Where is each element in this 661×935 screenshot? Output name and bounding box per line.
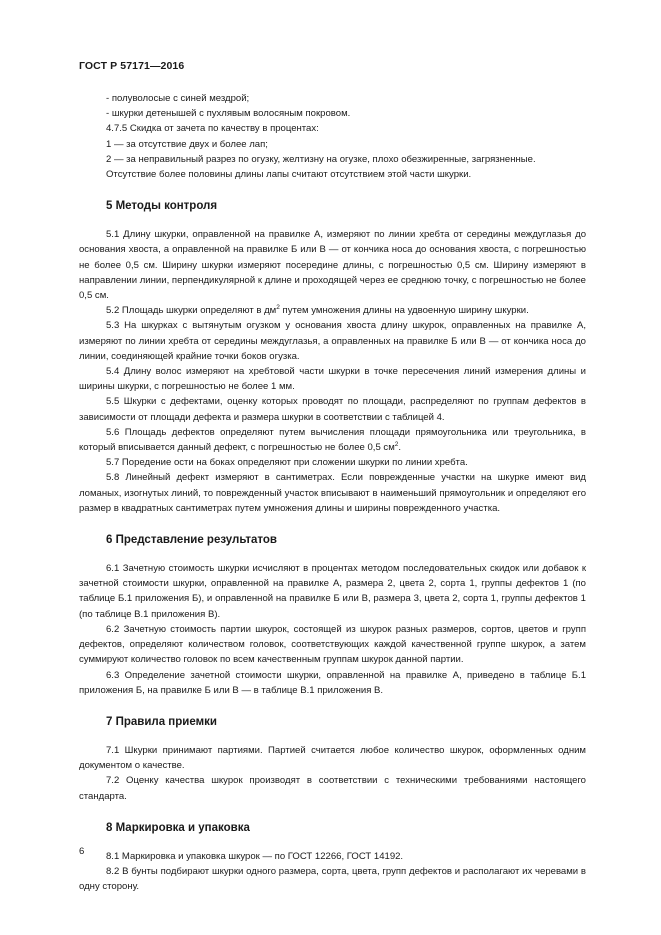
section-7-heading: 7 Правила приемки	[106, 715, 217, 728]
page-content	[79, 91, 586, 894]
clause-8-2: 8.2 В бунты подбирают шкурки одного размера, сорта, цвета, групп дефектов и располагают их черевами в одну сторону.	[79, 865, 586, 893]
clause-5-1: 5.1 Длину шкурки, оправленной на правилке А, измеряют по линии хребта от середины междуглазья до основания хвоста, а оправленной на правилке Б или В — от кончика носа до основания хвоста, с погрешностью не более 0,5 см. Ширину шкурки измеряют посередине длины, с погрешностью 0,5 см. Ширину измеряют в направлении линии, перпендикулярной к длине и проходящей через ее среднюю точку, с погрешностью не более 0,5 см.	[79, 229, 586, 302]
clause-7-1: 7.1 Шкурки принимают партиями. Партией считается любое количество шкурок, оформленных одним документом о качестве.	[79, 744, 586, 772]
clause-5-7: 5.7 Поредение ости на боках определяют при сложении шкурки по линии хребта.	[106, 457, 468, 469]
clause-5-5: 5.5 Шкурки с дефектами, оценку которых проводят по площади, распределяют по группам дефектов в зависимости от площади дефекта и размера шкурки в соответствии с таблицей 4.	[79, 396, 586, 423]
section-6-heading: 6 Представление результатов	[106, 534, 277, 547]
list-item: - шкурки детенышей с пухлявым волосяным покровом.	[106, 108, 351, 120]
clause-6-3: 6.3 Определение зачетной стоимости шкурки, оправленной на правилке А, приведено в таблице Б.1 приложения Б, на правилке Б или В — в таблице В.1 приложения В.	[79, 669, 586, 696]
section-5-heading: 5 Методы контроля	[106, 200, 218, 213]
clause-5-6: 5.6 Площадь дефектов определяют путем вычисления площади прямоугольника или треугольника, в который вписывается данный дефект, с погрешностью не более 0,5 $см^2$.	[79, 426, 586, 454]
clause-5-4: 5.4 Длину волос измеряют на хребтовой части шкурки в точке пересечения линий измерения длины и ширины шкурки, с погрешностью не более 1 мм.	[79, 366, 586, 393]
clause-5-8: 5.8 Линейный дефект измеряют в сантиметрах. Если поврежденные участки на шкурке имеют вид ломаных, изогнутых линий, то поврежденный участок вписывают в наименьший прямоугольник и определяют его размер в квадратных сантиметрах путем умножения длины и ширины поврежденного участка.	[79, 472, 586, 514]
clause-6-1: 6.1 Зачетную стоимость шкурки исчисляют в процентах методом последовательных скидок или добавок к зачетной стоимости шкурки, оправленной на правилке А, размера 2, цвета 2, сорта 1, группы дефектов 1 (по таблице Б.1 приложения Б), и оправленной на правилке Б или В, размера 3, цвета 2, сорта 1, группы дефектов 1 (по таблице В.1 приложения В).	[79, 563, 586, 620]
list-item: 2 — за неправильный разрез по огузку, желтизну на огузке, плохо обезжиренные, загрязненные.	[106, 153, 536, 165]
clause-6-2: 6.2 Зачетную стоимость партии шкурок, состоящей из шкурок разных размеров, сортов, цветов и групп дефектов, определяют количеством головок, соответствующих каждой качественной группе шкурок, а затем суммируют количество головок по всем качественным группам шкурок данной партии.	[79, 623, 586, 666]
clause-5-3: 5.3 На шкурках с вытянутым огузком у основания хвоста длину шкурок, оправленных на правилке А, измеряют по линии хребта от середины междуглазья, а оправленных на правилке Б или В — от кончика носа до линии, соединяющей крайние точки боков огузка.	[79, 320, 586, 362]
clause-4-7-5: 4.7.5 Скидка от зачета по качеству в процентах:	[106, 123, 319, 135]
document-header: ГОСТ Р 57171—2016	[79, 60, 185, 72]
clause-8-1: 8.1 Маркировка и упаковка шкурок — по ГОСТ 12266, ГОСТ 14192.	[106, 850, 404, 862]
list-item: - полуволосые с синей мездрой;	[106, 93, 250, 104]
clause-5-2: 5.2 Площадь шкурки определяют в $дм^2$ путем умножения длины на удвоенную ширину шкурки.	[106, 304, 529, 317]
clause-7-2: 7.2 Оценку качества шкурок производят в соответствии с техническими требованиями настоящего стандарта.	[79, 775, 586, 802]
note-paragraph: Отсутствие более половины длины лапы считают отсутствием этой части шкурки.	[106, 169, 472, 181]
page-number: 6	[79, 846, 85, 857]
section-8-heading: 8 Маркировка и упаковка	[106, 821, 250, 834]
list-item: 1 — за отсутствие двух и более лап;	[106, 138, 268, 150]
